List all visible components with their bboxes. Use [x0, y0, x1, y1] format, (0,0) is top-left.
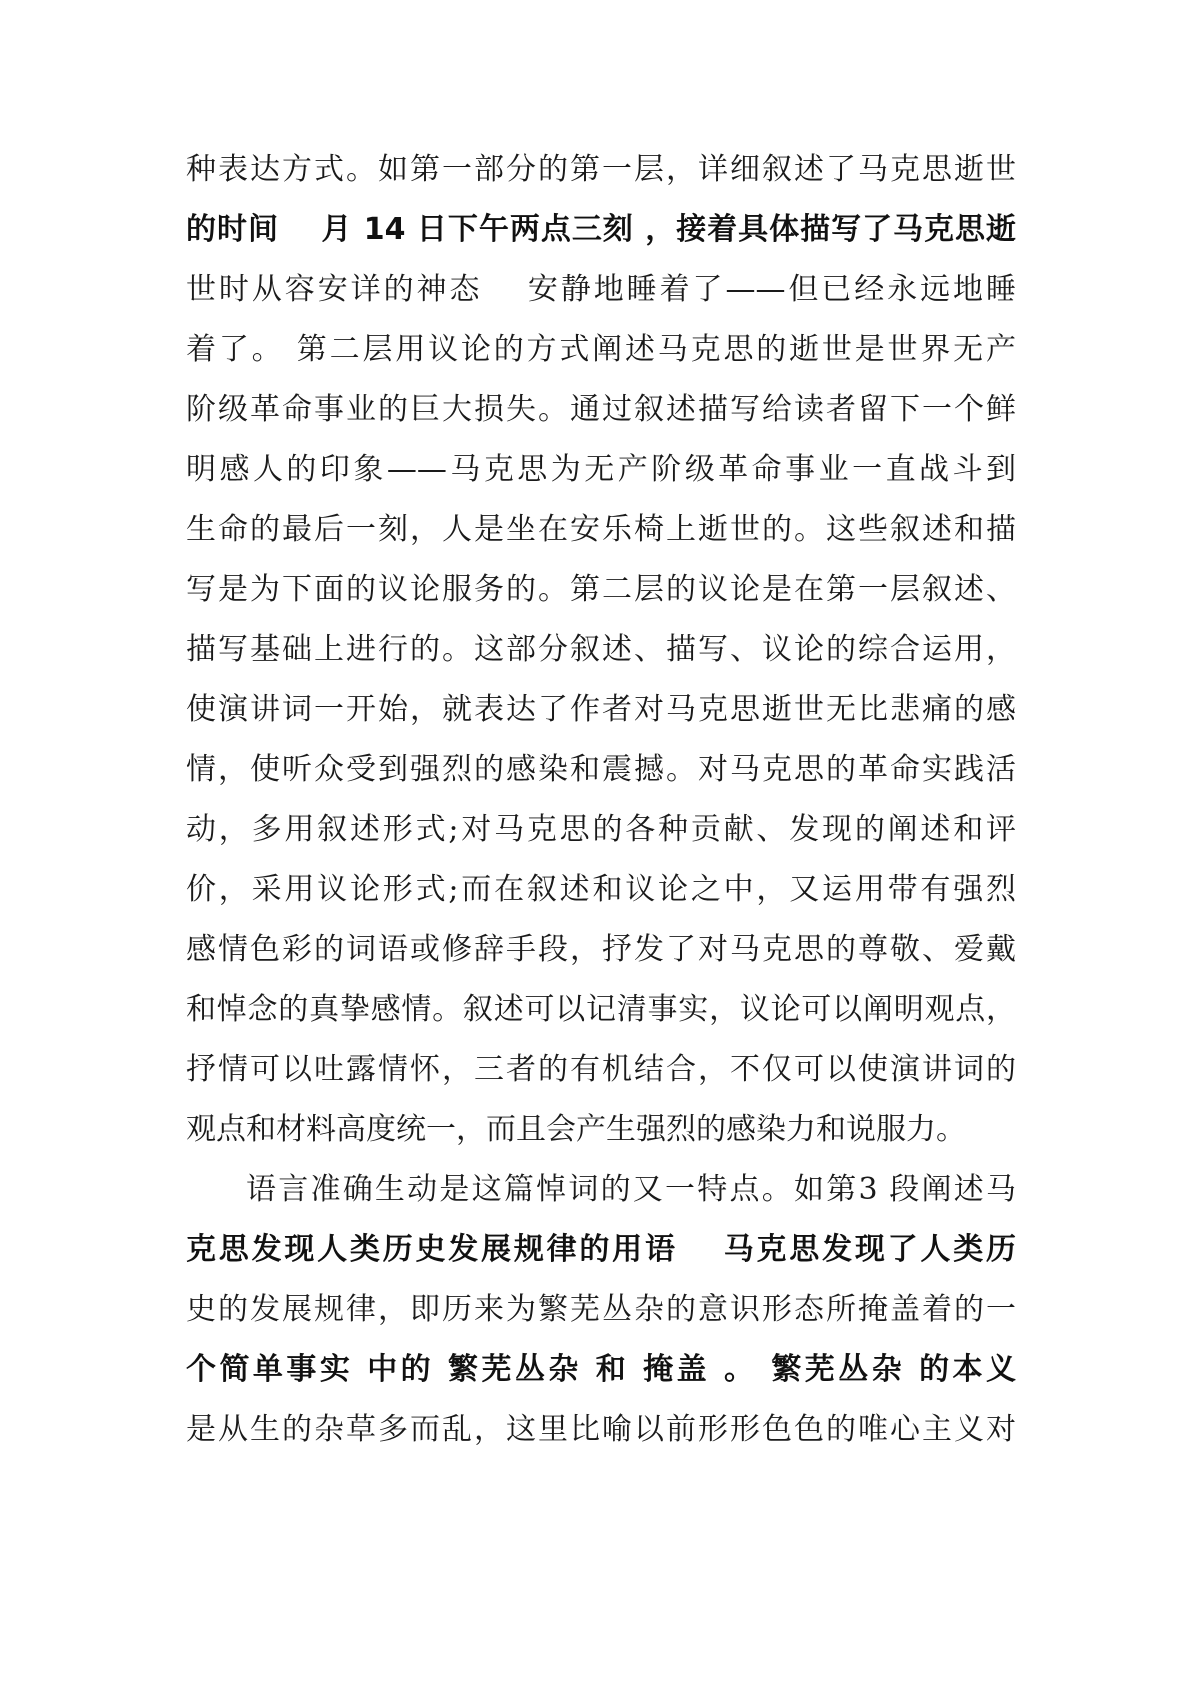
text-line: 阶级革命事业的巨大损失。通过叙述描写给读者留下一个鲜 [186, 392, 1016, 427]
text-line: 的时间 月 14 日下午两点三刻 ，接着具体描写了马克思逝 [186, 212, 1016, 247]
text-line: 描写基础上进行的。这部分叙述、描写、议论的综合运用， [186, 632, 1016, 667]
text-line: 克思发现人类历史发展规律的用语 马克思发现了人类历 [186, 1232, 1016, 1267]
text-line: 种表达方式。如第一部分的第一层，详细叙述了马克思逝世 [186, 152, 1016, 187]
text-line: 着了。 第二层用议论的方式阐述马克思的逝世是世界无产 [186, 332, 1016, 367]
text-line: 史的发展规律，即历来为繁芜丛杂的意识形态所掩盖着的一 [186, 1292, 1016, 1327]
text-line: 明感人的印象——马克思为无产阶级革命事业一直战斗到 [186, 452, 1016, 487]
text-line: 世时从容安详的神态 安静地睡着了——但已经永远地睡 [186, 272, 1016, 307]
text-line: 价，采用议论形式;而在叙述和议论之中，又运用带有强烈 [186, 872, 1016, 907]
text-line: 生命的最后一刻，人是坐在安乐椅上逝世的。这些叙述和描 [186, 512, 1016, 547]
text-line: 观点和材料高度统一，而且会产生强烈的感染力和说服力。 [186, 1112, 966, 1147]
text-line: 动，多用叙述形式;对马克思的各种贡献、发现的阐述和评 [186, 812, 1016, 847]
text-line: 感情色彩的词语或修辞手段，抒发了对马克思的尊敬、爱戴 [186, 932, 1016, 967]
text-line: 使演讲词一开始，就表达了作者对马克思逝世无比悲痛的感 [186, 692, 1016, 727]
text-line: 抒情可以吐露情怀，三者的有机结合，不仅可以使演讲词的 [186, 1052, 1016, 1087]
text-line: 写是为下面的议论服务的。第二层的议论是在第一层叙述、 [186, 572, 1016, 607]
text-line: 和悼念的真挚感情。叙述可以记清事实，议论可以阐明观点， [186, 992, 1016, 1027]
text-line: 是从生的杂草多而乱，这里比喻以前形形色色的唯心主义对 [186, 1412, 1016, 1447]
paragraph-first-line: 语言准确生动是这篇悼词的又一特点。如第3 段阐述马 [246, 1172, 1016, 1207]
text-line: 个简单事实 中的 繁芜丛杂 和 掩盖 。 繁芜丛杂 的本义 [186, 1352, 1016, 1387]
text-line: 情，使听众受到强烈的感染和震撼。对马克思的革命实践活 [186, 752, 1016, 787]
body-text [186, 140, 1016, 1460]
